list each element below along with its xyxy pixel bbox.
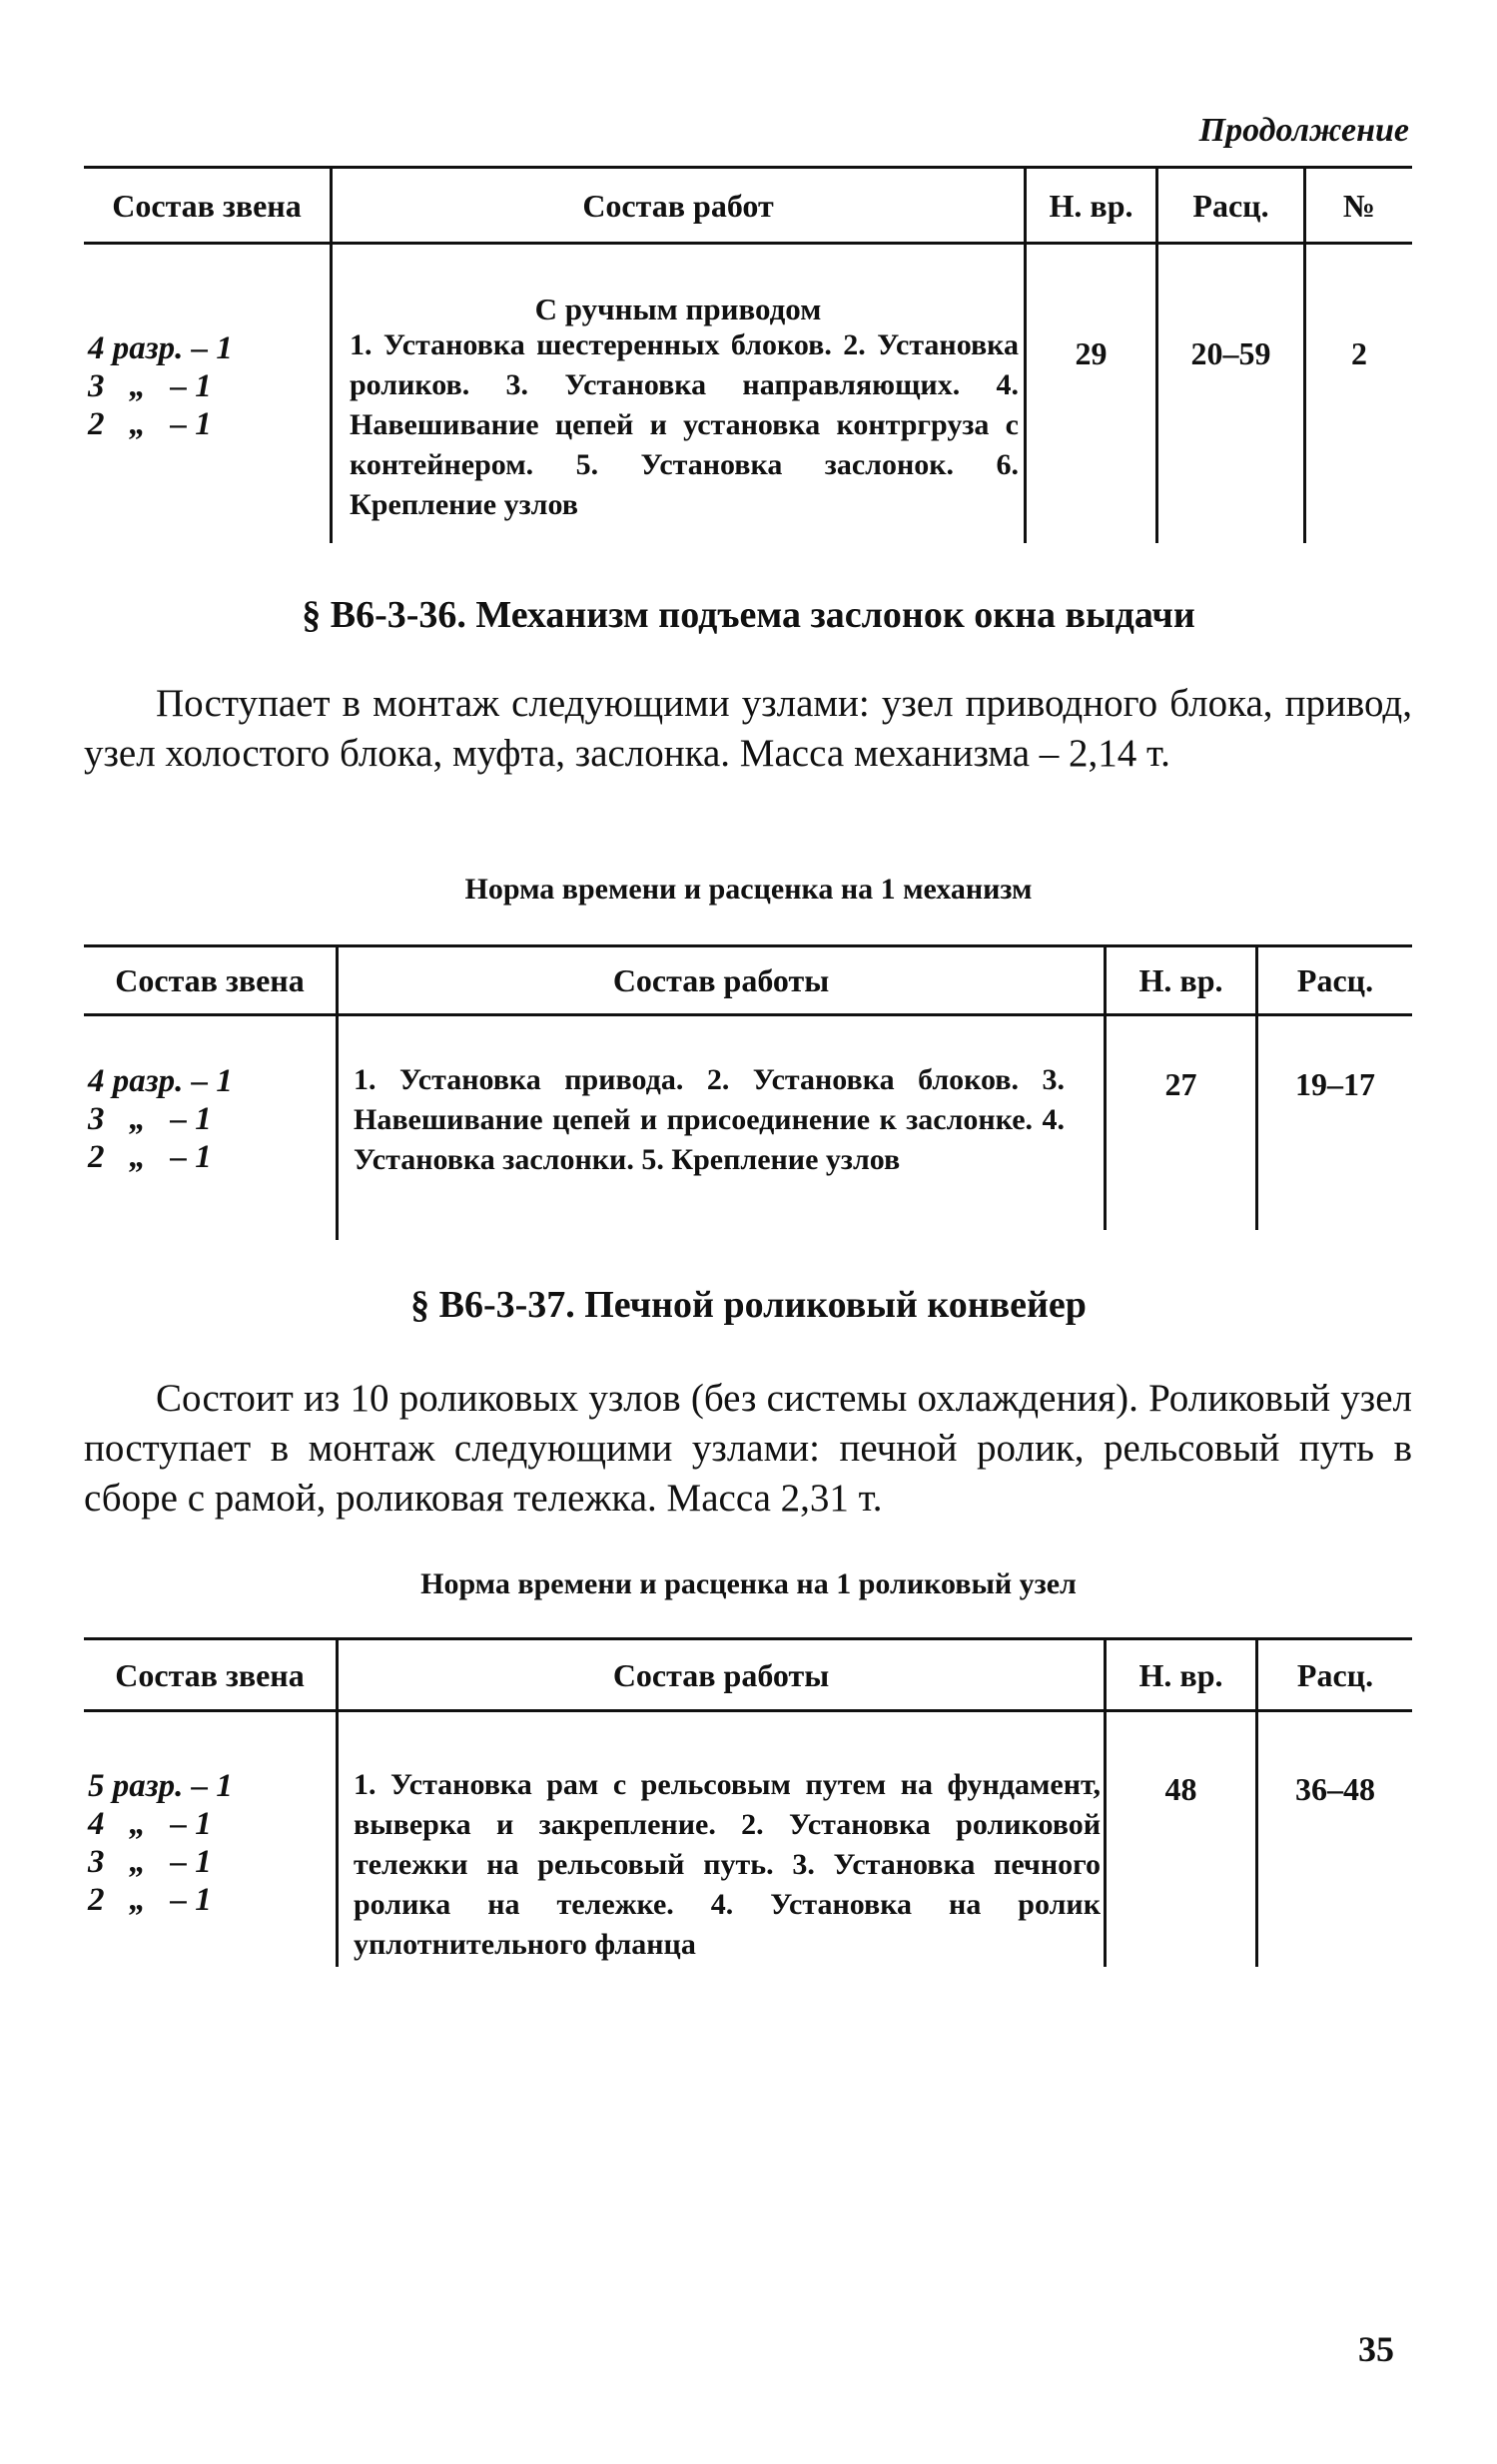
table-3-crew-line: 4 „ – 1 bbox=[88, 1806, 212, 1842]
table-3-work-description: 1. Установка рам с рельсовым путем на фундамент, выверка и закрепление. 2. Установка роликовой тележки на рельсовый путь. 3. Установка печного ролика на тележке. 4. Установка на ролик уплотнительного фланца bbox=[354, 1768, 1101, 1961]
table-3-header-crew: Состав звена bbox=[115, 1657, 305, 1693]
table-2-rate-value: 19–17 bbox=[1295, 1066, 1375, 1102]
table-3-norm-value: 48 bbox=[1164, 1771, 1197, 1807]
table-2-crew-line: 2 „ – 1 bbox=[88, 1139, 212, 1175]
section-37-caption: Норма времени и расценка на 1 роликовый узел bbox=[420, 1567, 1077, 1600]
table-1-crew-line: 4 разр. – 1 bbox=[88, 330, 233, 366]
table-1-rate-value: 20–59 bbox=[1190, 335, 1271, 371]
table-1-top-rule bbox=[84, 166, 1412, 169]
section-37-title: § В6-3-37. Печной роликовый конвейер bbox=[410, 1284, 1087, 1326]
table-3-header-rule bbox=[84, 1709, 1412, 1712]
table-2-header-crew: Состав звена bbox=[115, 962, 305, 998]
table-1-header-rule bbox=[84, 242, 1412, 245]
table-1-header-crew: Состав звена bbox=[112, 188, 302, 224]
section-36-paragraph: Поступает в монтаж следующими узлами: узел приводного блока, привод, узел холостого блока, муфта, заслонка. Масса механизма – 2,14 т. bbox=[84, 682, 1412, 775]
table-3-crew-line: 2 „ – 1 bbox=[88, 1882, 212, 1918]
table-3-header-rate: Расц. bbox=[1296, 1657, 1374, 1693]
table-2-header-rule bbox=[84, 1013, 1412, 1016]
table-3-rate-value: 36–48 bbox=[1295, 1771, 1375, 1807]
section-36-title: § В6-3-36. Механизм подъема заслонок окна выдачи bbox=[302, 594, 1195, 636]
section-36-caption: Норма времени и расценка на 1 механизм bbox=[464, 873, 1033, 906]
table-1-header-norm: Н. вр. bbox=[1049, 188, 1133, 224]
table-2-header-rate: Расц. bbox=[1296, 962, 1374, 998]
table-1-header-no: № bbox=[1342, 188, 1376, 224]
table-1-header-rate: Расц. bbox=[1192, 188, 1269, 224]
table-3-top-rule bbox=[84, 1637, 1412, 1640]
table-3-header-work: Состав работы bbox=[612, 1657, 830, 1693]
table-2-crew-line: 4 разр. – 1 bbox=[88, 1063, 233, 1099]
table-1-no-value: 2 bbox=[1351, 335, 1367, 371]
table-1-subheading: С ручным приводом bbox=[534, 292, 822, 326]
page-number: 35 bbox=[1358, 2329, 1394, 2369]
table-2-header-norm: Н. вр. bbox=[1138, 962, 1223, 998]
table-1-crew-line: 3 „ – 1 bbox=[88, 368, 212, 404]
table-3-header-norm: Н. вр. bbox=[1138, 1657, 1223, 1693]
table-2-norm-value: 27 bbox=[1164, 1066, 1197, 1102]
table-3-crew-line: 3 „ – 1 bbox=[88, 1844, 212, 1880]
continuation-label: Продолжение bbox=[1198, 112, 1409, 149]
table-1-header-work: Состав работ bbox=[582, 188, 774, 224]
table-2-top-rule bbox=[84, 944, 1412, 947]
table-2-work-description: 1. Установка привода. 2. Установка блоков. 3. Навешивание цепей и присоединение к заслонке. 4. Установка заслонки. 5. Крепление узлов bbox=[354, 1063, 1065, 1176]
table-1-norm-value: 29 bbox=[1075, 335, 1108, 371]
table-1-work-description: 1. Установка шестеренных блоков. 2. Установка роликов. 3. Установка направляющих. 4. Навешивание цепей и установка контргруза с контейнером. 5. Установка заслонок. 6. Крепление узлов bbox=[350, 328, 1019, 521]
section-37-paragraph: Состоит из 10 роликовых узлов (без системы охлаждения). Роликовый узел поступает в монтаж следующими узлами: печной ролик, рельсовый путь в сборе с рамой, роликовая тележка. Масса 2,31 т. bbox=[84, 1377, 1412, 1520]
table-3-crew-line: 5 разр. – 1 bbox=[88, 1768, 233, 1804]
table-2-header-work: Состав работы bbox=[612, 962, 830, 998]
table-1-crew-line: 2 „ – 1 bbox=[88, 406, 212, 442]
table-2-crew-line: 3 „ – 1 bbox=[88, 1101, 212, 1137]
